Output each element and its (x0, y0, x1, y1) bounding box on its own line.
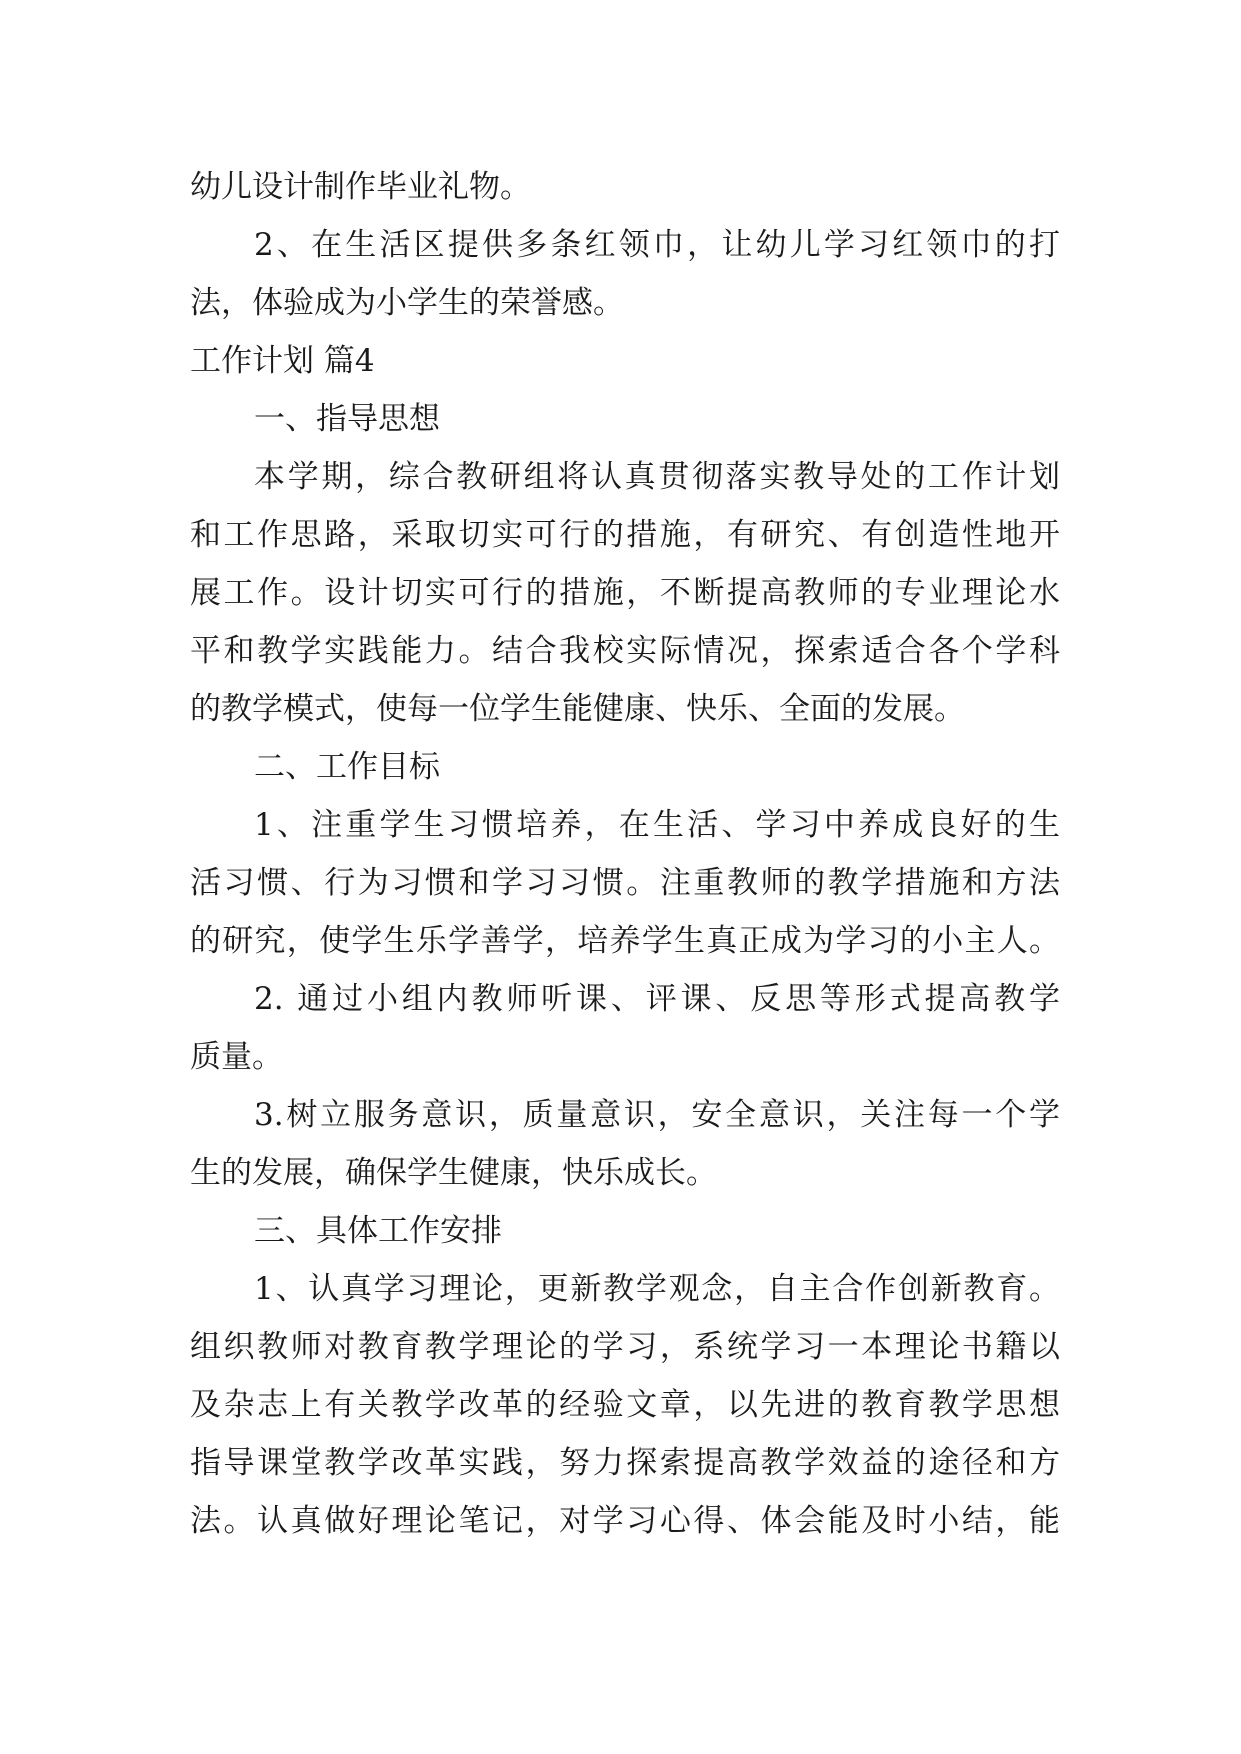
text-line: 指导课堂教学改革实践，努力探索提高教学效益的途径和方 (190, 1445, 1060, 1481)
text-line: 3.树立服务意识，质量意识，安全意识，关注每一个学 (254, 1097, 1060, 1133)
text-line: 生的发展，确保学生健康，快乐成长。 (190, 1155, 717, 1191)
text-line: 2、在生活区提供多条红领巾，让幼儿学习红领巾的打 (254, 227, 1060, 263)
text-line: 法，体验成为小学生的荣誉感。 (190, 285, 624, 321)
document-body (190, 158, 1060, 1550)
text-line: 2. 通过小组内教师听课、评课、反思等形式提高教学 (254, 981, 1060, 1017)
text-line: 一、指导思想 (254, 401, 440, 437)
text-line: 及杂志上有关教学改革的经验文章，以先进的教育教学思想 (190, 1387, 1060, 1423)
text-line: 法。认真做好理论笔记，对学习心得、体会能及时小结，能 (190, 1503, 1060, 1539)
text-line: 二、工作目标 (254, 749, 440, 785)
text-line: 1、认真学习理论，更新教学观念，自主合作创新教育。 (254, 1271, 1060, 1307)
text-line: 的教学模式，使每一位学生能健康、快乐、全面的发展。 (190, 691, 965, 727)
text-line: 的研究，使学生乐学善学，培养学生真正成为学习的小主人。 (190, 923, 1060, 959)
text-line: 活习惯、行为习惯和学习习惯。注重教师的教学措施和方法 (190, 865, 1060, 901)
text-line: 幼儿设计制作毕业礼物。 (190, 169, 531, 205)
text-line: 平和教学实践能力。结合我校实际情况，探索适合各个学科 (190, 633, 1060, 669)
text-line: 本学期，综合教研组将认真贯彻落实教导处的工作计划 (254, 459, 1060, 495)
text-line: 展工作。设计切实可行的措施，不断提高教师的专业理论水 (190, 575, 1060, 611)
text-line: 工作计划 篇4 (190, 343, 375, 379)
text-line: 和工作思路，采取切实可行的措施，有研究、有创造性地开 (190, 517, 1060, 553)
text-line: 质量。 (190, 1039, 283, 1075)
text-line: 1、注重学生习惯培养，在生活、学习中养成良好的生 (254, 807, 1060, 843)
text-line: 三、具体工作安排 (254, 1213, 502, 1249)
text-line: 组织教师对教育教学理论的学习，系统学习一本理论书籍以 (190, 1329, 1060, 1365)
